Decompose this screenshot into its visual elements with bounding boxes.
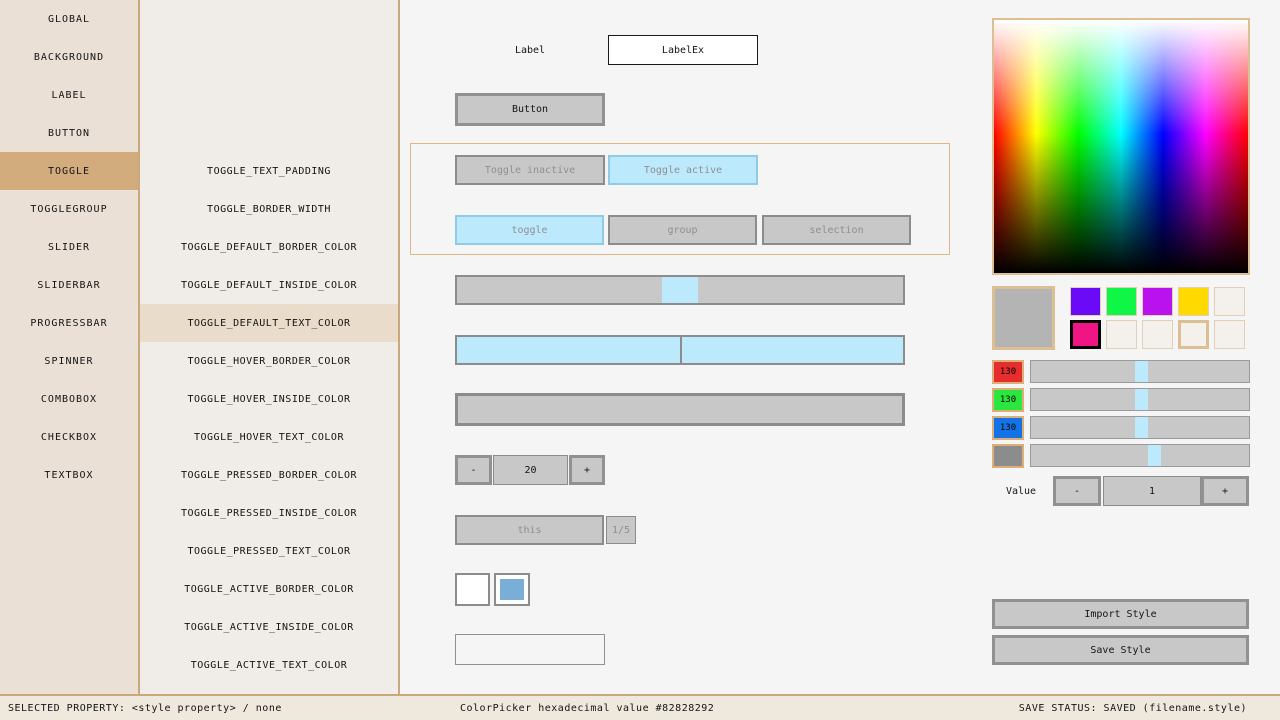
preview-checkbox-unchecked[interactable] [455,573,490,606]
preview-togglegroup-toggle[interactable]: toggle [455,215,604,245]
palette-swatch-3[interactable] [1142,287,1173,316]
sidebar-item-checkbox[interactable]: CHECKBOX [40,431,98,443]
status-hex-value: ColorPicker hexadecimal value #82828292 [460,702,715,714]
alpha-channel-swatch [992,444,1024,468]
red-channel-slider[interactable] [1030,360,1250,383]
property-toggle-active-border-color[interactable]: TOGGLE_ACTIVE_BORDER_COLOR [184,583,354,595]
preview-slider-handle[interactable] [662,277,698,303]
status-bar [0,694,1280,720]
property-toggle-active-inside-color[interactable]: TOGGLE_ACTIVE_INSIDE_COLOR [184,621,354,633]
sidebar-item-toggle[interactable]: TOGGLE [0,152,138,190]
property-list [140,152,398,684]
property-list-panel [140,0,400,694]
status-save-state: SAVE STATUS: SAVED (filename.style) [1018,702,1247,714]
preview-togglegroup-group[interactable]: group [608,215,757,245]
palette-swatch-5[interactable] [1214,287,1245,316]
preview-toggle-inactive[interactable]: Toggle inactive [455,155,605,185]
sidebar-item-togglegroup[interactable]: TOGGLEGROUP [30,203,108,215]
palette-swatch-2[interactable] [1106,287,1137,316]
preview-toggle-active[interactable]: Toggle active [608,155,758,185]
preview-combobox-page-indicator: 1/5 [606,516,636,544]
palette-swatch-10[interactable] [1214,320,1245,349]
palette-swatch-7[interactable] [1106,320,1137,349]
palette-swatch-6-selected[interactable] [1070,320,1101,349]
preview-spinner-value: 20 [493,455,568,485]
blue-channel-handle[interactable] [1135,417,1148,438]
green-channel-slider[interactable] [1030,388,1250,411]
checkbox-check-fill [500,579,524,600]
sidebar-item-slider[interactable]: SLIDER [47,241,91,253]
save-style-button[interactable]: Save Style [992,635,1249,665]
red-channel-handle[interactable] [1135,361,1148,382]
preview-labelex-textbox[interactable]: LabelEx [608,35,758,65]
blue-channel-swatch: 130 [992,416,1024,440]
property-toggle-pressed-text-color[interactable]: TOGGLE_PRESSED_TEXT_COLOR [187,545,351,557]
sidebar-item-global[interactable]: GLOBAL [47,13,91,25]
preview-progressbar [455,393,905,426]
sidebar-item-button[interactable]: BUTTON [47,127,91,139]
preview-slider[interactable] [455,275,905,305]
preview-togglegroup-selection[interactable]: selection [762,215,911,245]
property-toggle-text-padding[interactable]: TOGGLE_TEXT_PADDING [207,165,331,177]
palette-swatch-8[interactable] [1142,320,1173,349]
property-toggle-default-text-color[interactable]: TOGGLE_DEFAULT_TEXT_COLOR [140,304,398,342]
preview-spinner-minus-button[interactable]: - [455,455,492,485]
sidebar-item-textbox[interactable]: TEXTBOX [44,469,94,481]
sidebar-item-sliderbar[interactable]: SLIDERBAR [37,279,101,291]
sidebar-item-progressbar[interactable]: PROGRESSBAR [30,317,108,329]
current-color-swatch [992,286,1055,350]
blue-channel-slider[interactable] [1030,416,1250,439]
sidebar-item-combobox[interactable]: COMBOBOX [40,393,98,405]
preview-button[interactable]: Button [455,93,605,126]
value-minus-button[interactable]: - [1053,476,1101,506]
palette-swatch-1[interactable] [1070,287,1101,316]
preview-spinner-plus-button[interactable]: + [569,455,605,485]
palette-swatch-4[interactable] [1178,287,1209,316]
preview-textbox[interactable] [455,634,605,665]
sidebar-item-background[interactable]: BACKGROUND [33,51,105,63]
property-toggle-hover-inside-color[interactable]: TOGGLE_HOVER_INSIDE_COLOR [187,393,351,405]
sidebar-item-spinner[interactable]: SPINNER [44,355,94,367]
preview-checkbox-checked[interactable] [494,573,530,606]
alpha-channel-slider[interactable] [1030,444,1250,467]
preview-combobox[interactable]: this [455,515,604,545]
green-channel-swatch: 130 [992,388,1024,412]
green-channel-handle[interactable] [1135,389,1148,410]
red-channel-swatch: 130 [992,360,1024,384]
value-plus-button[interactable]: + [1201,476,1249,506]
colorpicker-gradient[interactable] [992,18,1250,275]
preview-sliderbar[interactable] [455,335,905,365]
property-toggle-pressed-border-color[interactable]: TOGGLE_PRESSED_BORDER_COLOR [180,469,358,481]
property-toggle-pressed-inside-color[interactable]: TOGGLE_PRESSED_INSIDE_COLOR [180,507,358,519]
sidebar-item-label[interactable]: LABEL [51,89,87,101]
preview-sliderbar-divider [680,337,682,363]
palette-swatch-9[interactable] [1178,320,1209,349]
property-toggle-active-text-color[interactable]: TOGGLE_ACTIVE_TEXT_COLOR [190,659,348,671]
alpha-channel-handle[interactable] [1148,445,1161,466]
property-toggle-hover-text-color[interactable]: TOGGLE_HOVER_TEXT_COLOR [194,431,344,443]
property-toggle-default-border-color[interactable]: TOGGLE_DEFAULT_BORDER_COLOR [180,241,358,253]
preview-label-caption: Label [514,44,546,56]
status-selected-property: SELECTED PROPERTY: <style property> / none [8,702,282,714]
value-field: 1 [1103,476,1201,506]
import-style-button[interactable]: Import Style [992,599,1249,629]
value-label: Value [1005,485,1037,497]
property-toggle-default-inside-color[interactable]: TOGGLE_DEFAULT_INSIDE_COLOR [180,279,358,291]
category-sidebar [0,0,140,694]
property-toggle-hover-border-color[interactable]: TOGGLE_HOVER_BORDER_COLOR [187,355,351,367]
property-toggle-border-width[interactable]: TOGGLE_BORDER_WIDTH [207,203,331,215]
